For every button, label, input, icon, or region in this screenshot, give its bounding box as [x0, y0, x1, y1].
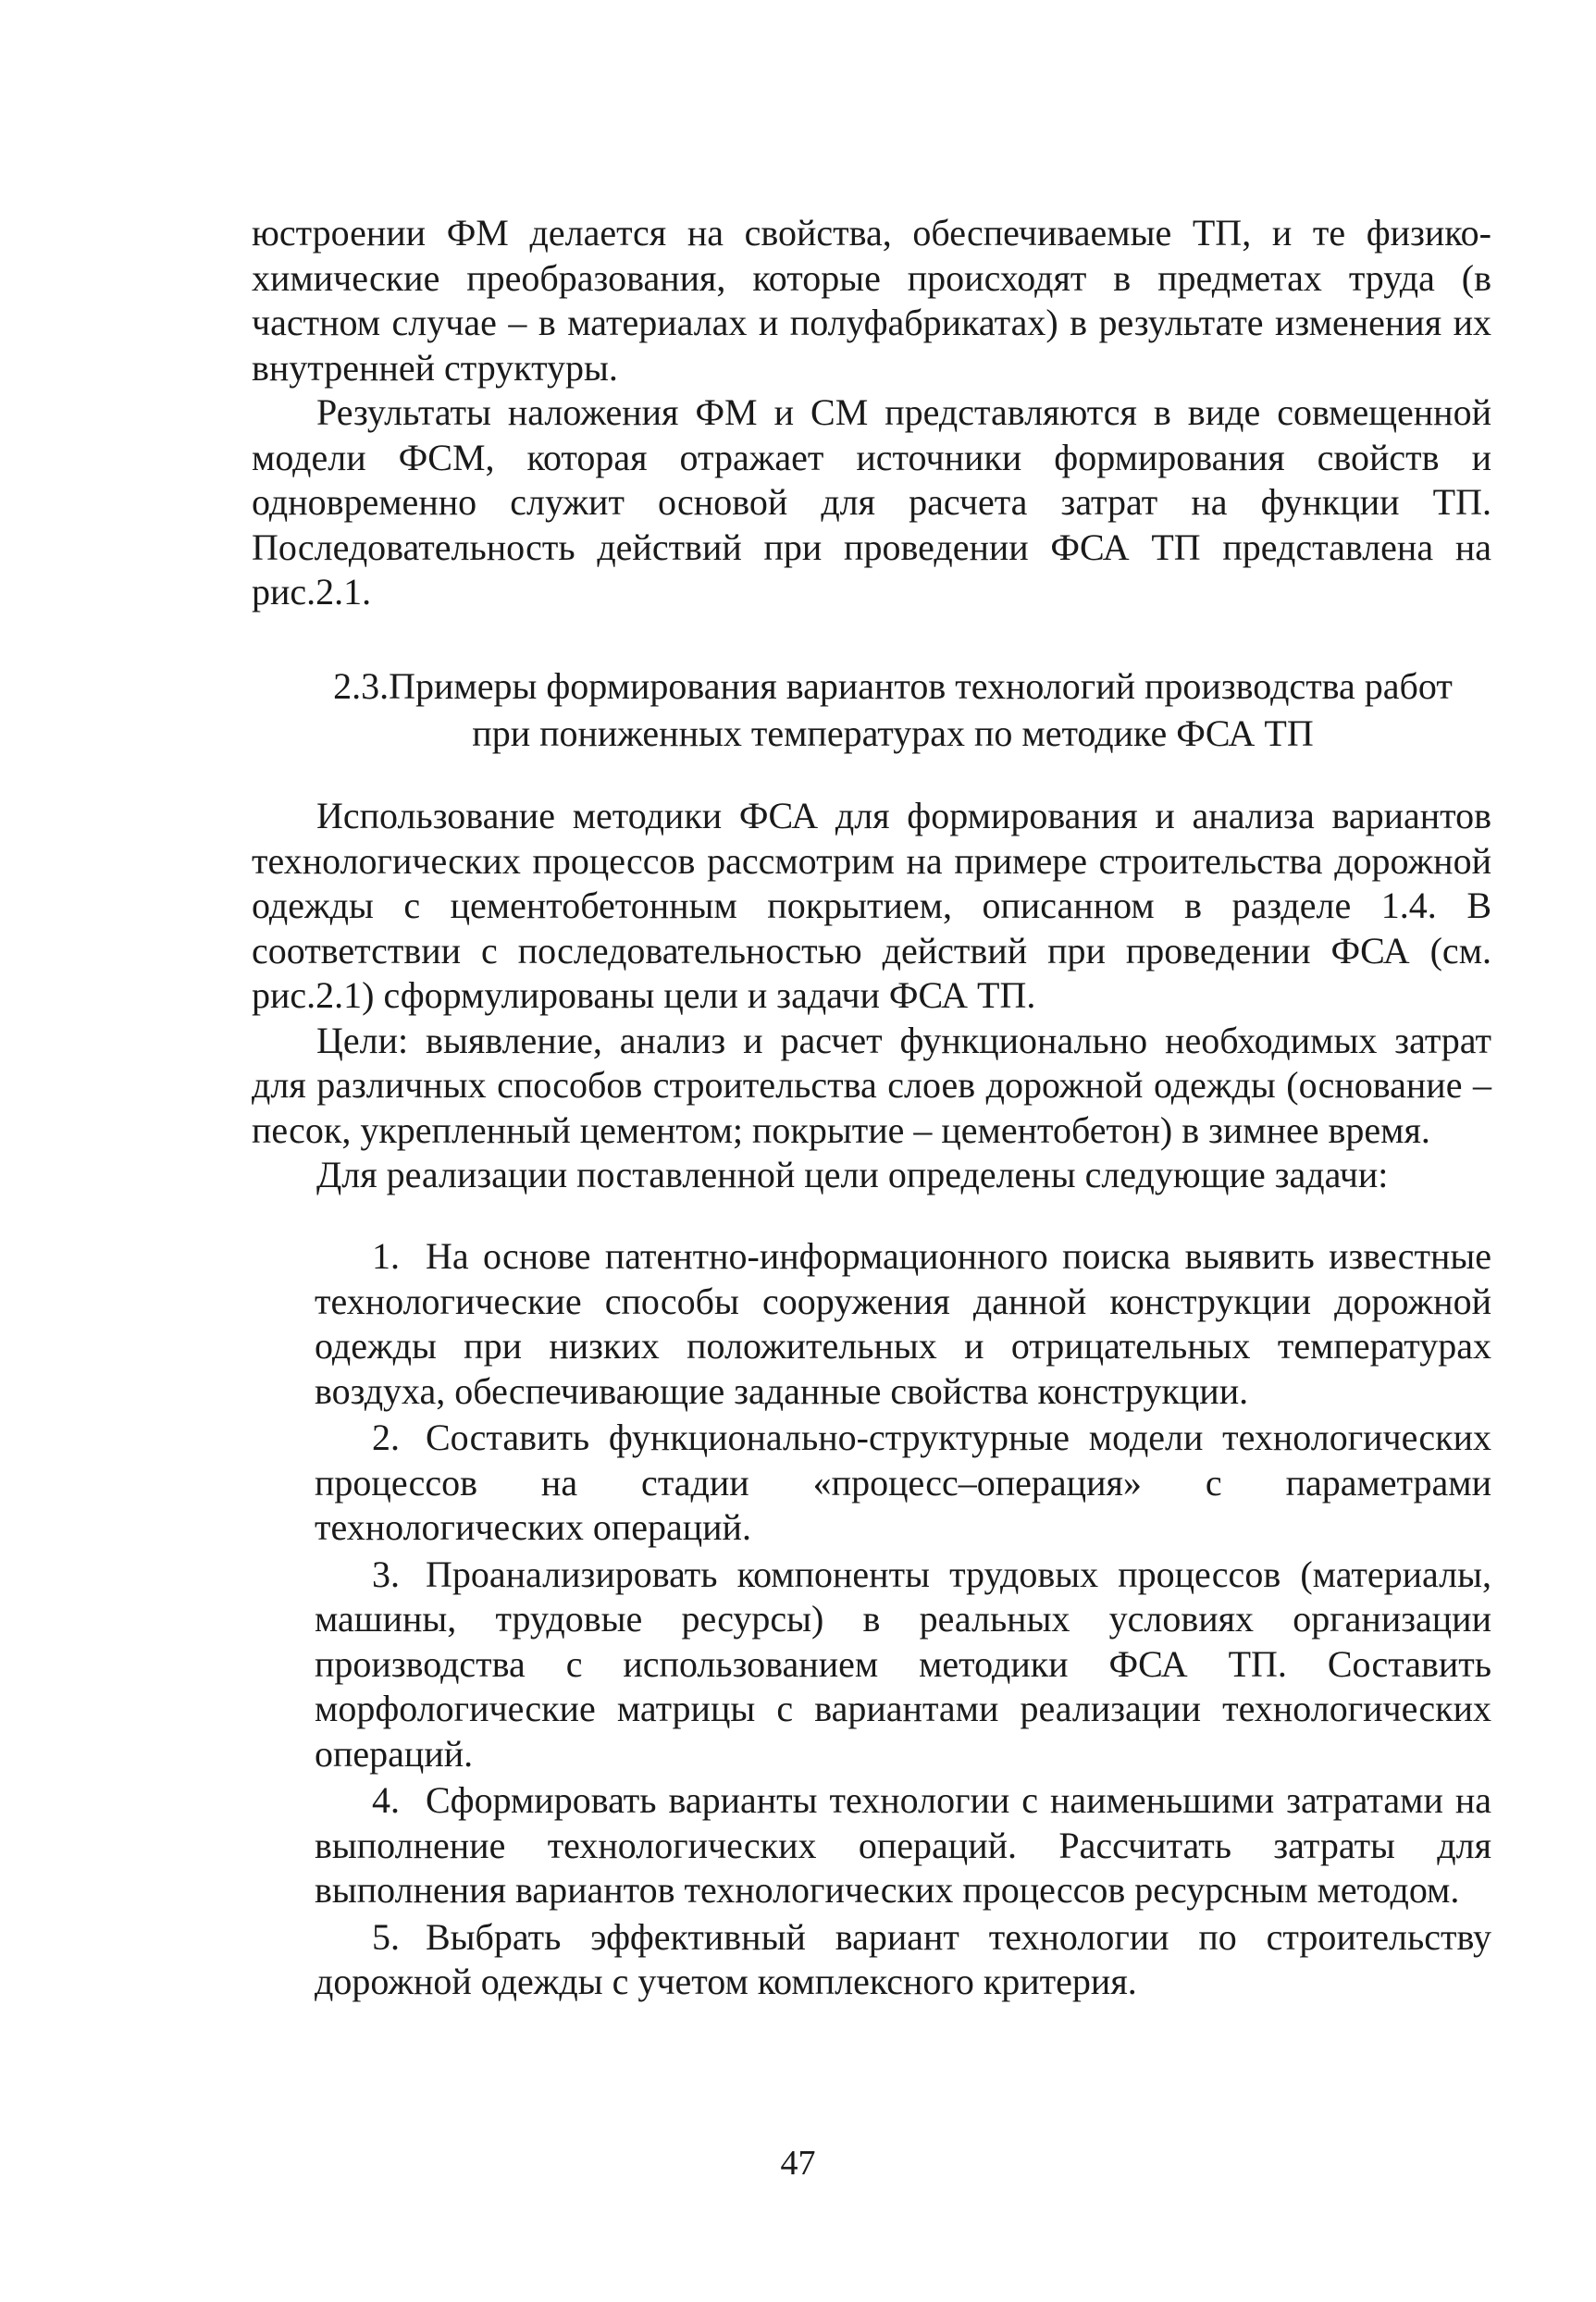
task-list [315, 1234, 1491, 2007]
list-item [315, 1778, 1491, 1913]
body-text-top [252, 211, 1491, 615]
list-item-text: Сформировать варианты технологии с наименьшими затратами на выполнение технологических операций. Рассчитать затраты для выполнения вариантов технологических процессов ресурсным методом. [315, 1779, 1491, 1911]
heading-line-2: при пониженных температурах по методике ФСА ТП [472, 712, 1314, 754]
heading-line-1: 2.3.Примеры формирования вариантов технологий производства работ [333, 665, 1453, 707]
list-item [315, 1553, 1491, 1777]
list-item [315, 1915, 1491, 2005]
list-item-number: 4. [372, 1779, 400, 1821]
section-heading [278, 662, 1508, 757]
list-item [315, 1234, 1491, 1414]
list-item-text: На основе патентно-информационного поиска выявить известные технологические способы сооружения данной конструкции дорожной одежды при низких положительных и отрицательных температурах воздуха, обеспечивающие заданные свойства конструкции. [315, 1235, 1491, 1412]
paragraph-2: Результаты наложения ФМ и СМ представляются в виде совмещенной модели ФСМ, которая отражает источники формирования свойств и одновременно служит основой для расчета затрат на функции ТП. Последовательность действий при проведении ФСА ТП представлена на рис.2.1. [252, 391, 1491, 613]
list-item-number: 2. [372, 1417, 400, 1458]
list-item-text: Проанализировать компоненты трудовых процессов (материалы, машины, трудовые ресурсы) в реальных условиях организации производства с использованием методики ФСА ТП. Составить морфологические матрицы с вариантами реализации технологических операций. [315, 1553, 1491, 1775]
paragraph-3: Использование методики ФСА для формирования и анализа вариантов технологических процессов рассмотрим на примере строительства дорожной одежды с цементобетонным покрытием, описанном в разделе 1.4. В соответствии с последовательностью действий при проведении ФСА (см. рис.2.1) сформулированы цели и задачи ФСА ТП. [252, 795, 1491, 1016]
page-number: 47 [780, 2144, 816, 2183]
body-text-middle [252, 794, 1491, 1198]
list-item-text: Составить функционально-структурные модели технологических процессов на стадии «процесс–операция» с параметрами технологических операций. [315, 1417, 1491, 1548]
list-item-text: Выбрать эффективный вариант технологии по строительству дорожной одежды с учетом комплексного критерия. [315, 1915, 1491, 2002]
list-item-number: 1. [372, 1235, 400, 1277]
paragraph-1: юстроении ФМ делается на свойства, обеспечиваемые ТП, и те физико-химические преобразования, которые происходят в предметах труда (в частном случае – в материалах и полуфабрикатах) в результате изменения их внутренней структуры. [252, 212, 1491, 389]
list-item-number: 5. [372, 1915, 400, 1958]
paragraph-4: Цели: выявление, анализ и расчет функционально необходимых затрат для различных способов строительства слоев дорожной одежды (основание – песок, укрепленный цементом; покрытие – цементобетон) в зимнее время. [252, 1019, 1491, 1151]
list-item-number: 3. [372, 1553, 400, 1595]
list-item [315, 1416, 1491, 1551]
paragraph-5: Для реализации поставленной цели определены следующие задачи: [316, 1154, 1389, 1195]
